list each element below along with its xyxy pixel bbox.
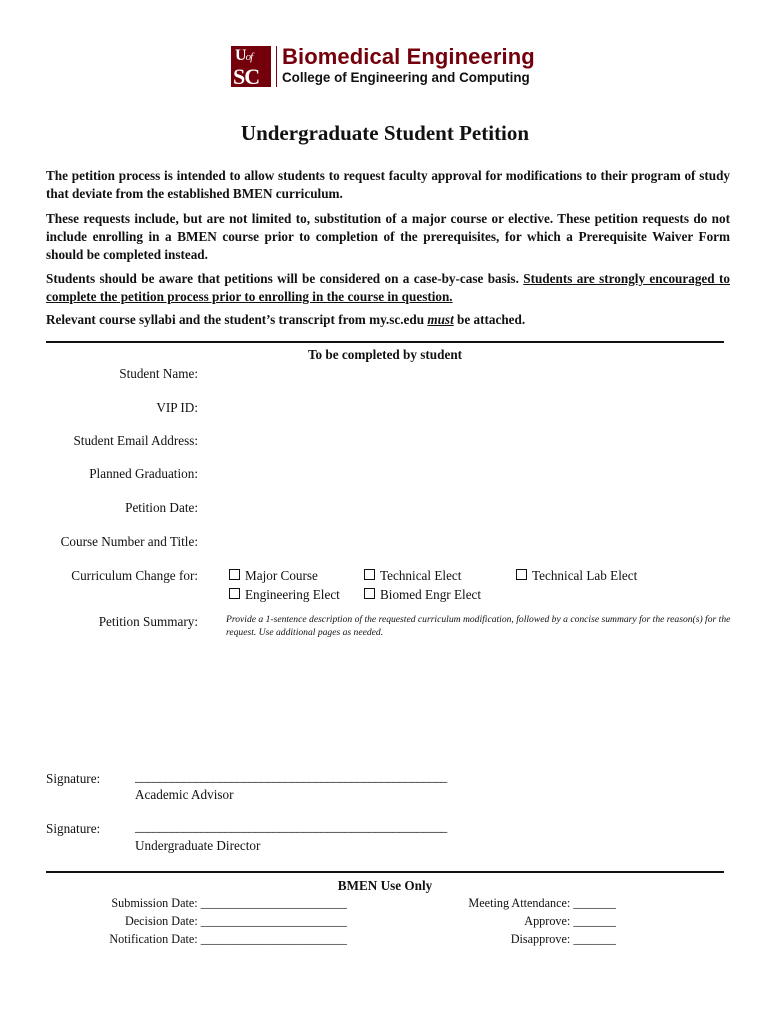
logo-sc-text: SC xyxy=(233,64,260,89)
notification-date-field[interactable]: Notification Date: ________________________ xyxy=(109,932,347,946)
curriculum-change-label: Curriculum Change for: xyxy=(71,568,198,583)
checkbox-icon xyxy=(229,588,240,599)
petition-summary-instructions: Provide a 1-sentence description of the requested curriculum modification, followed by a concise summary for the reason(s) for the request. Use additional pages as needed. xyxy=(226,614,731,638)
email-label: Student Email Address: xyxy=(73,433,198,448)
vip-id-label: VIP ID: xyxy=(156,400,198,415)
attachment-text-end: be attached. xyxy=(453,312,526,327)
checkbox-icon xyxy=(229,569,240,580)
course-label: Course Number and Title: xyxy=(60,534,198,549)
intro-paragraph-1: The petition process is intended to allow students to request faculty approval for modifications to their program of study that deviate from the established BMEN curriculum. xyxy=(46,168,730,201)
logo-divider xyxy=(276,46,277,87)
student-section-heading: To be completed by student xyxy=(307,347,463,362)
student-name-label: Student Name: xyxy=(119,366,198,381)
approve-field[interactable]: Approve: _______ xyxy=(524,914,616,928)
submission-date-field[interactable]: Submission Date: ________________________ xyxy=(111,896,347,910)
graduation-label: Planned Graduation: xyxy=(89,466,198,481)
checkbox-icon xyxy=(364,588,375,599)
engineering-elect-checkbox[interactable]: Engineering Elect xyxy=(229,587,340,603)
divider-bottom xyxy=(46,871,724,873)
college-name: College of Engineering and Computing xyxy=(282,70,530,85)
petition-date-label: Petition Date: xyxy=(125,500,198,515)
disapprove-field[interactable]: Disapprove: _______ xyxy=(510,932,616,946)
advisor-role-label: Academic Advisor xyxy=(135,787,234,802)
technical-elect-checkbox[interactable]: Technical Elect xyxy=(364,568,461,584)
intro-paragraph-4 xyxy=(46,311,730,329)
director-signature-label: Signature: xyxy=(46,821,101,836)
checkbox-icon xyxy=(516,569,527,580)
divider-top xyxy=(46,341,724,343)
attachment-text: Relevant course syllabi and the student’s transcript from my.sc.edu xyxy=(46,312,428,327)
advisor-signature-label: Signature: xyxy=(46,771,101,786)
university-logo xyxy=(231,46,271,87)
checkbox-icon xyxy=(364,569,375,580)
biomed-engr-elect-checkbox[interactable]: Biomed Engr Elect xyxy=(364,587,481,603)
meeting-attendance-field[interactable]: Meeting Attendance: _______ xyxy=(468,896,616,910)
director-signature-line[interactable]: ____________________________________________________ xyxy=(135,819,447,834)
technical-lab-elect-checkbox[interactable]: Technical Lab Elect xyxy=(516,568,637,584)
encouragement-text: Students are strongly encouraged to complete the petition process prior to enrolling in the course in question. xyxy=(46,271,730,304)
logo-u-text: Uof xyxy=(235,47,253,64)
must-emphasis: must xyxy=(427,312,454,327)
petition-summary-label: Petition Summary: xyxy=(98,614,198,629)
decision-date-field[interactable]: Decision Date: ________________________ xyxy=(124,914,347,928)
bmen-section-heading: BMEN Use Only xyxy=(337,878,433,893)
department-name: Biomedical Engineering xyxy=(282,44,535,69)
advisor-signature-line[interactable]: ____________________________________________________ xyxy=(135,769,447,784)
intro-paragraph-2: These requests include, but are not limited to, substitution of a major course or elective. These petition requests do not include enrolling in a BMEN course prior to completion of the prerequisites, for which a Prerequisite Waiver Form should be completed instead. xyxy=(46,211,730,262)
intro-paragraph-3 xyxy=(46,270,730,306)
case-by-case-text: Students should be aware that petitions will be considered on a case-by-case basis. xyxy=(46,271,524,286)
major-course-checkbox[interactable]: Major Course xyxy=(229,568,318,584)
director-role-label: Undergraduate Director xyxy=(135,838,261,853)
document-title: Undergraduate Student Petition xyxy=(240,121,530,145)
